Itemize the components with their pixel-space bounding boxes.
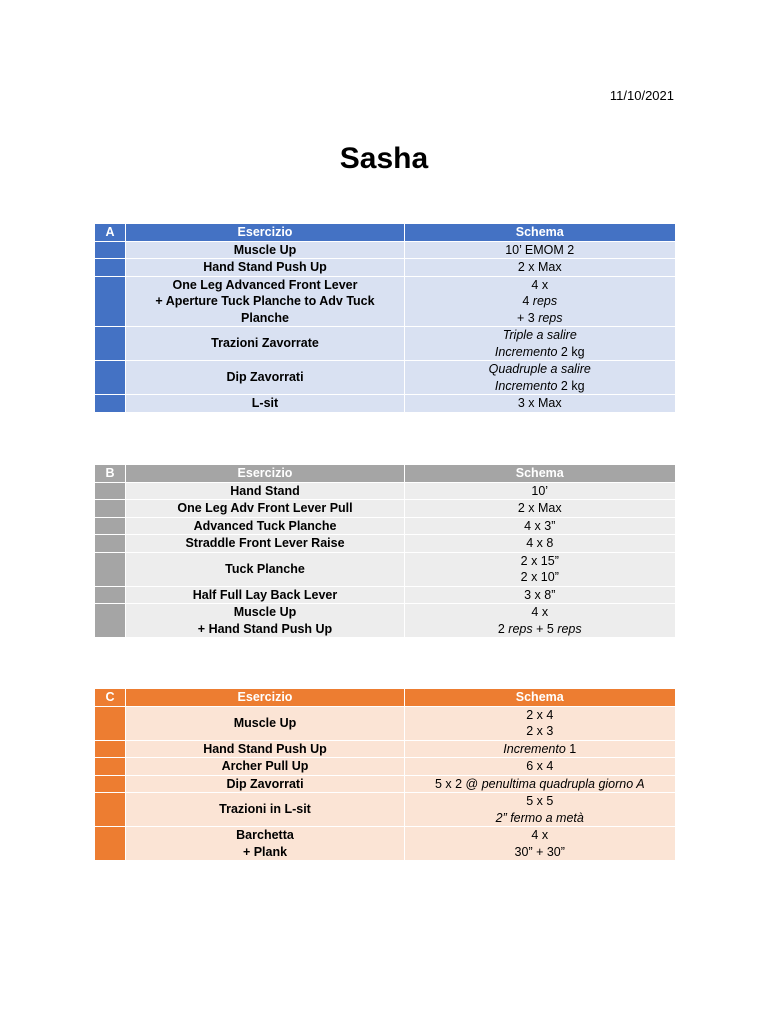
exercise-cell: Half Full Lay Back Lever [126, 586, 405, 604]
scheme-cell [405, 552, 675, 586]
row-marker [95, 482, 126, 500]
scheme-line [409, 344, 671, 361]
scheme-text: + 3 [516, 310, 539, 325]
exercise-line: + Hand Stand Push Up [197, 621, 333, 636]
table-row [95, 259, 675, 277]
scheme-text-italic: reps [557, 621, 582, 636]
scheme-cell [405, 327, 675, 361]
exercise-cell: Hand Stand [126, 482, 405, 500]
table-row [95, 586, 675, 604]
scheme-text-italic: reps [538, 310, 563, 325]
table-row [95, 327, 675, 361]
scheme-line: 4 x [531, 605, 549, 619]
scheme-cell: 3 x 8” [405, 586, 675, 604]
row-marker [95, 500, 126, 518]
table-header [95, 465, 675, 482]
scheme-text: 2 kg [557, 378, 585, 393]
column-header-exercise: Esercizio [126, 689, 405, 706]
table-row [95, 361, 675, 395]
scheme-line: Triple a salire [502, 328, 577, 342]
row-marker [95, 740, 126, 758]
scheme-text-italic: penultima quadrupla giorno A [481, 776, 645, 791]
table-row [95, 241, 675, 259]
table-row [95, 500, 675, 518]
scheme-text-italic: Incremento [494, 378, 558, 393]
exercise-cell: Hand Stand Push Up [126, 259, 405, 277]
scheme-cell: 6 x 4 [405, 758, 675, 776]
scheme-line [409, 378, 671, 395]
column-header-scheme: Schema [405, 689, 675, 706]
row-marker [95, 552, 126, 586]
table-header [95, 689, 675, 706]
exercise-cell: Trazioni in L-sit [126, 793, 405, 827]
table-row [95, 535, 675, 553]
workout-table-c [94, 689, 675, 861]
exercise-cell: Dip Zavorrati [126, 361, 405, 395]
exercise-cell [126, 604, 405, 638]
column-header-scheme: Schema [405, 224, 675, 241]
scheme-cell [405, 361, 675, 395]
row-marker [95, 535, 126, 553]
scheme-cell: 2 x Max [405, 500, 675, 518]
scheme-line: 4 x [531, 277, 549, 292]
exercise-cell: L-sit [126, 395, 405, 413]
exercise-cell: Muscle Up [126, 706, 405, 740]
table-letter: C [95, 689, 126, 706]
scheme-line: 2 x 15” [520, 553, 559, 568]
table-header [95, 224, 675, 241]
row-marker [95, 706, 126, 740]
scheme-text-italic: reps [508, 621, 533, 636]
row-marker [95, 758, 126, 776]
workout-table-a [94, 224, 675, 413]
scheme-text-italic: reps [532, 294, 558, 308]
scheme-line: 4 x [531, 828, 549, 842]
table-row [95, 706, 675, 740]
scheme-cell: 4 x 3” [405, 517, 675, 535]
exercise-cell: Straddle Front Lever Raise [126, 535, 405, 553]
document-date: 11/10/2021 [609, 88, 674, 103]
row-marker [95, 241, 126, 259]
table-row [95, 395, 675, 413]
table-row [95, 552, 675, 586]
table-row [95, 775, 675, 793]
scheme-text: 2 kg [557, 344, 585, 359]
scheme-line: 30” + 30” [514, 844, 565, 859]
scheme-cell [405, 276, 675, 327]
exercise-line: One Leg Advanced Front Lever [172, 277, 358, 292]
row-marker [95, 775, 126, 793]
workout-table-b [94, 465, 675, 638]
scheme-line: 2 x 4 [526, 707, 554, 722]
scheme-text-italic: Incremento [494, 344, 558, 359]
exercise-line: + Aperture Tuck Planche to Adv Tuck Planche [155, 294, 375, 325]
exercise-cell: Archer Pull Up [126, 758, 405, 776]
exercise-cell: One Leg Adv Front Lever Pull [126, 500, 405, 518]
scheme-text: 2 [497, 621, 509, 636]
scheme-line [409, 310, 671, 327]
row-marker [95, 276, 126, 327]
table-row [95, 793, 675, 827]
scheme-cell [405, 793, 675, 827]
exercise-line: + Plank [242, 844, 288, 859]
exercise-cell: Advanced Tuck Planche [126, 517, 405, 535]
table-row [95, 276, 675, 327]
exercise-line: Barchetta [236, 828, 294, 842]
row-marker [95, 395, 126, 413]
row-marker [95, 604, 126, 638]
table-row [95, 740, 675, 758]
row-marker [95, 586, 126, 604]
scheme-line: Quadruple a salire [488, 362, 591, 376]
scheme-line: 2” fermo a metà [495, 810, 584, 825]
scheme-line: 2 x 3 [526, 724, 554, 738]
scheme-text: 5 x 2 @ [434, 776, 482, 791]
scheme-cell: 10’ [405, 482, 675, 500]
table-row [95, 758, 675, 776]
row-marker [95, 827, 126, 861]
row-marker [95, 361, 126, 395]
scheme-cell [405, 827, 675, 861]
scheme-cell: 3 x Max [405, 395, 675, 413]
page-title: Sasha [339, 142, 429, 175]
scheme-cell [405, 604, 675, 638]
column-header-exercise: Esercizio [126, 465, 405, 482]
column-header-scheme: Schema [405, 465, 675, 482]
exercise-cell [126, 276, 405, 327]
scheme-text: 4 [522, 294, 533, 308]
scheme-line: 2 x 10” [520, 570, 559, 584]
scheme-text: 1 [565, 741, 577, 756]
scheme-cell [405, 706, 675, 740]
scheme-line: 5 x 5 [526, 794, 554, 808]
exercise-cell: Hand Stand Push Up [126, 740, 405, 758]
exercise-cell: Dip Zavorrati [126, 775, 405, 793]
table-row [95, 827, 675, 861]
row-marker [95, 517, 126, 535]
scheme-cell [405, 740, 675, 758]
table-row [95, 517, 675, 535]
scheme-cell: 10’ EMOM 2 [405, 241, 675, 259]
row-marker [95, 793, 126, 827]
row-marker [95, 327, 126, 361]
scheme-cell [405, 775, 675, 793]
exercise-cell [126, 827, 405, 861]
scheme-text-italic: Incremento [503, 741, 566, 756]
exercise-cell: Tuck Planche [126, 552, 405, 586]
scheme-cell: 2 x Max [405, 259, 675, 277]
table-row [95, 604, 675, 638]
column-header-exercise: Esercizio [126, 224, 405, 241]
exercise-cell: Muscle Up [126, 241, 405, 259]
table-letter: A [95, 224, 126, 241]
exercise-cell: Trazioni Zavorrate [126, 327, 405, 361]
scheme-text: + 5 [532, 621, 558, 636]
table-letter: B [95, 465, 126, 482]
scheme-line [409, 621, 671, 638]
table-row [95, 482, 675, 500]
scheme-cell: 4 x 8 [405, 535, 675, 553]
scheme-line [409, 293, 671, 310]
exercise-line: Muscle Up [233, 605, 297, 619]
row-marker [95, 259, 126, 277]
